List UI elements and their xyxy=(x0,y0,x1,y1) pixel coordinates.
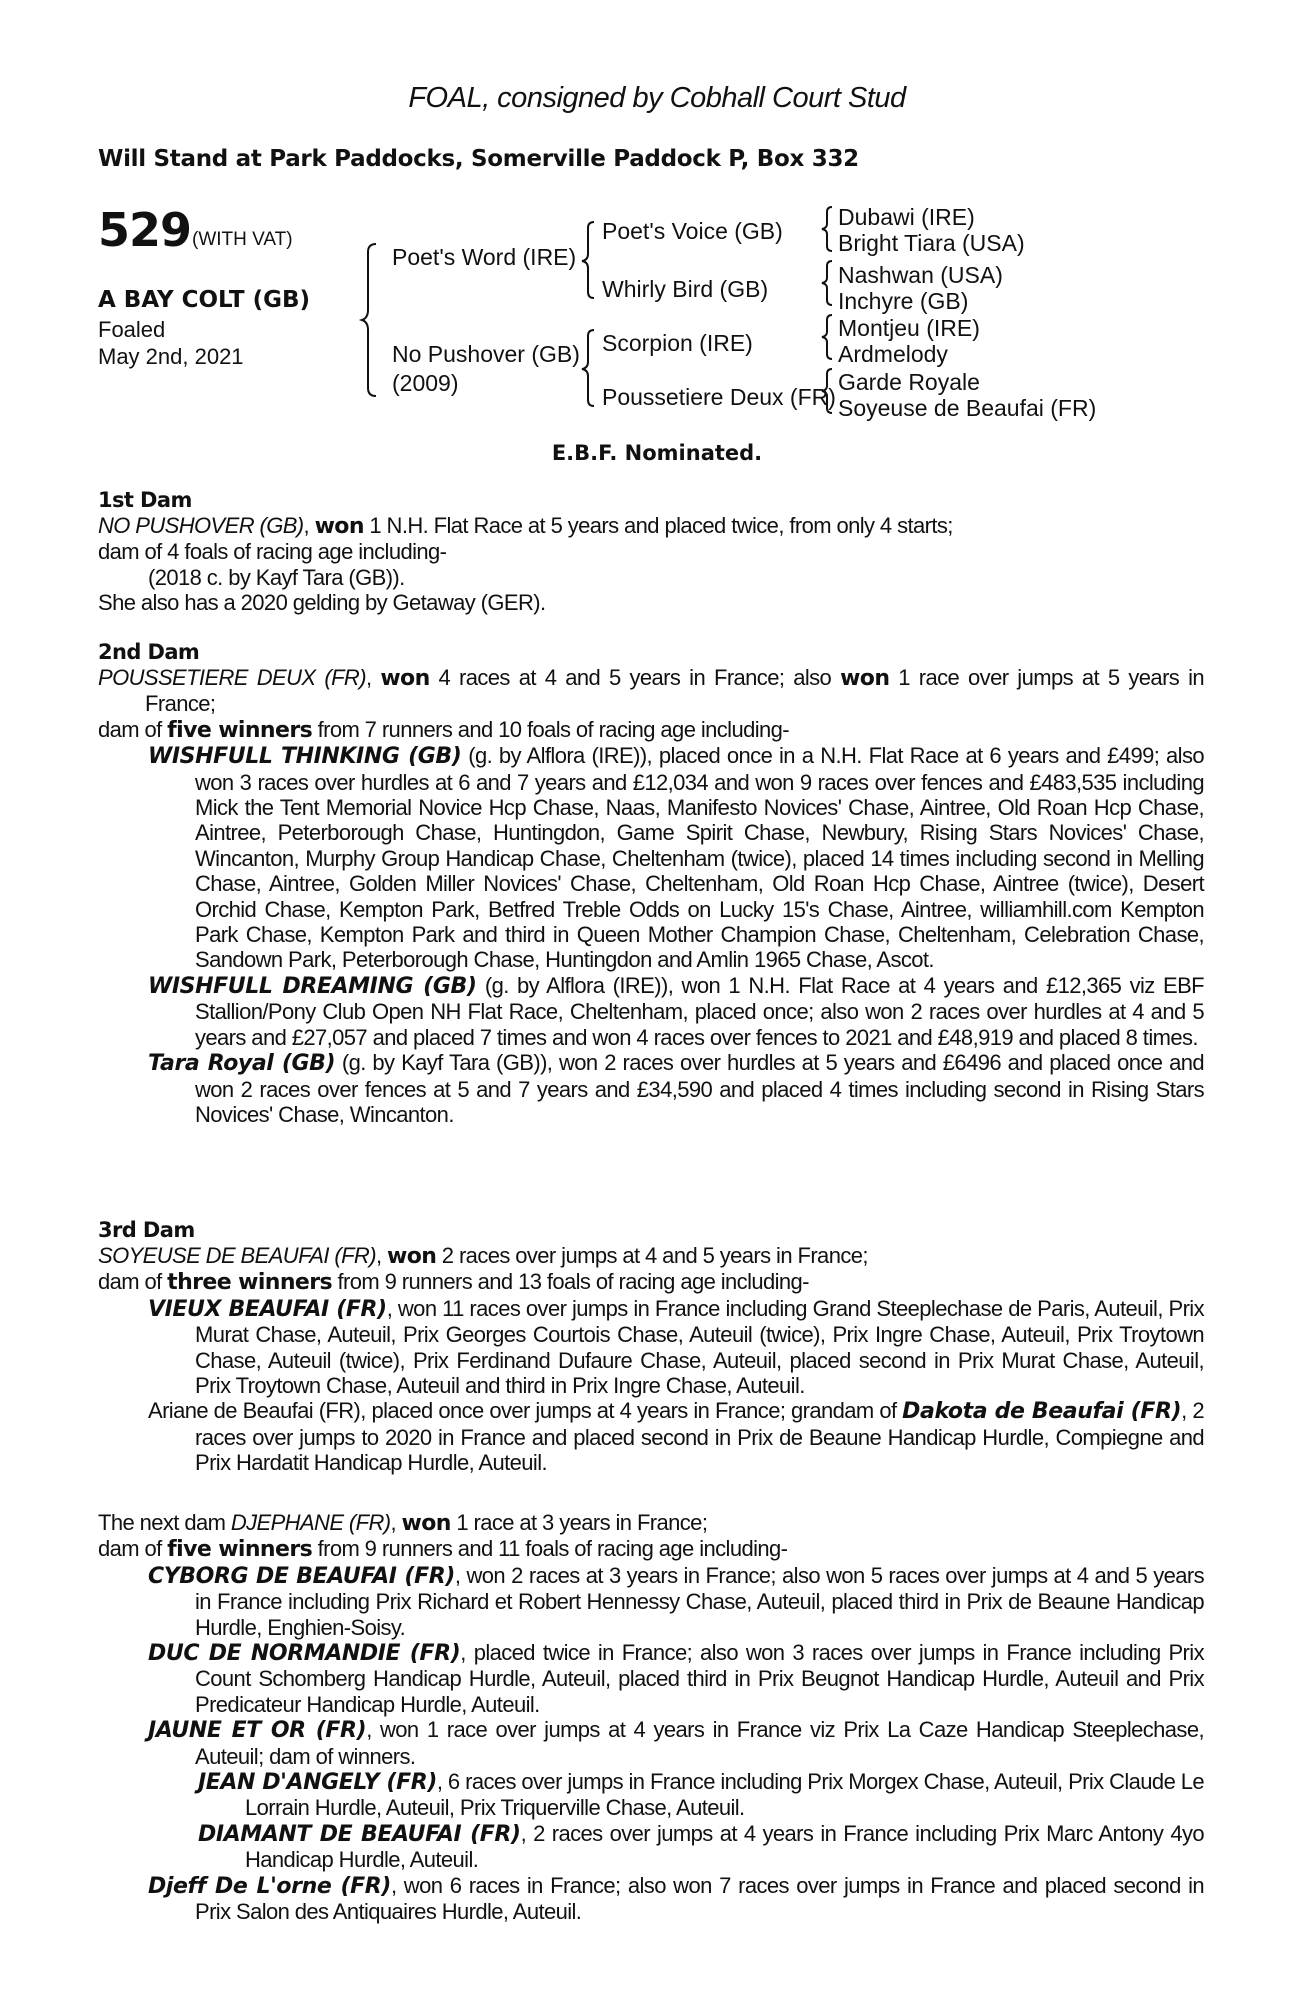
gen3-name: Garde Royale xyxy=(838,369,980,395)
foal-entry: (2018 c. by Kayf Tara (GB)). xyxy=(148,564,405,590)
dam-of-label: dam of xyxy=(98,716,168,742)
next-dam-section xyxy=(98,1510,1204,1925)
pedigree-brace-dam xyxy=(580,326,600,410)
sire-dam-name: Whirly Bird (GB) xyxy=(602,276,769,302)
winners-count: five winners xyxy=(167,717,313,743)
progeny-name: Tara Royal (GB) xyxy=(148,1051,336,1077)
gen3-name: Ardmelody xyxy=(838,341,948,367)
section-heading: 3rd Dam xyxy=(98,1218,195,1242)
pedigree-brace-g3-1 xyxy=(820,204,836,254)
progeny-record: (g. by Kayf Tara (GB)), won 2 races over hurdles at 5 years and £6496 and placed once and won 2 races over fences at 5 and 7 years and £34,590 and placed 4 times including second in Rising Stars Novices' Chase, Wincanton. xyxy=(195,1050,1204,1127)
gen3-name: Soyeuse de Beaufai (FR) xyxy=(838,395,1097,421)
progeny-record: , won 6 races in France; also won 7 races over jumps in France and placed second in Prix Salon des Antiquaires Hurdle, Auteuil. xyxy=(195,1872,1204,1925)
sire-name: Poet's Word (IRE) xyxy=(392,244,577,270)
progeny-record: , won 1 race over jumps at 4 years in France viz Prix La Caze Handicap Steeplechase, Auteuil; dam of winners. xyxy=(195,1717,1204,1769)
dam-line: The next dam DJEPHANE (FR), won 1 race at 3 years in France; xyxy=(98,1510,708,1536)
dam-record: 1 race at 3 years in France; xyxy=(450,1510,708,1535)
progeny-name: VIEUX BEAUFAI (FR) xyxy=(148,1296,387,1322)
progeny-name: WISHFULL DREAMING (GB) xyxy=(148,973,477,999)
grandprogeny-record: , 2 races over jumps at 4 years in France including Prix Marc Antony 4yo Handicap Hurdle, Auteuil. xyxy=(245,1820,1204,1873)
progeny-name: JAUNE ET OR (FR) xyxy=(148,1718,367,1744)
pedigree-brace-sire xyxy=(580,218,600,302)
gen3-name: Montjeu (IRE) xyxy=(838,315,980,341)
grandprogeny-name: JEAN D'ANGELY (FR) xyxy=(198,1770,437,1796)
dam-of-rest: from 9 runners and 11 foals of racing age including- xyxy=(312,1536,788,1562)
won-label: won xyxy=(314,514,364,539)
second-dam-section xyxy=(98,640,1204,1127)
progeny-name: Djeff De L'orne (FR) xyxy=(148,1873,391,1899)
ebf-nominated: E.B.F. Nominated. xyxy=(551,441,763,465)
gen3-name: Inchyre (GB) xyxy=(838,288,969,314)
progeny-record: , won 2 races at 3 years in France; also won 5 races over jumps at 4 and 5 years in France including Prix Richard et Robert Hennessy Chase, Auteuil, placed third in Prix de Beaune Handicap Hurdle, Enghien-Soisy. xyxy=(195,1562,1204,1640)
dam-line: POUSSETIERE DEUX (FR), won 4 races at 4 and 5 years in France; also won 1 race over jumps at 5 years in France; xyxy=(98,665,1204,717)
progeny-entry xyxy=(148,1050,1204,1127)
dam-of-rest: from 7 runners and 10 foals of racing age including- xyxy=(312,716,790,742)
dam-of-rest: from 9 runners and 13 foals of racing age including- xyxy=(331,1269,809,1295)
stand-location: Will Stand at Park Paddocks, Somerville Paddock P, Box 332 xyxy=(98,146,859,172)
pedigree-brace-main xyxy=(360,240,380,400)
pedigree-brace-g3-2 xyxy=(820,258,836,308)
progeny-entry xyxy=(148,1563,1204,1640)
section-heading: 1st Dam xyxy=(98,488,192,512)
dam-of-line xyxy=(98,717,1204,743)
vat-label: (WITH VAT) xyxy=(192,229,293,250)
dam-dam-name: Poussetiere Deux (FR) xyxy=(602,384,836,410)
sire-sire-name: Poet's Voice (GB) xyxy=(602,218,783,244)
progeny-record: Ariane de Beaufai (FR), placed once over jumps at 4 years in France; grandam of xyxy=(148,1398,903,1424)
third-dam-section xyxy=(98,1218,1204,1476)
grandprogeny-entry xyxy=(198,1821,1204,1873)
progeny-record: , 2 races over jumps to 2020 in France and placed second in Prix de Beaune Handicap Hurdle, Compiegne and Prix Hardatit Handicap Hurdle, Auteuil. xyxy=(195,1398,1204,1476)
progeny-name: DUC DE NORMANDIE (FR) xyxy=(148,1641,461,1667)
progeny-entry xyxy=(148,1717,1204,1769)
progeny-name: WISHFULL THINKING (GB) xyxy=(148,744,462,770)
first-dam-section xyxy=(98,488,1204,616)
pedigree-brace-g3-3 xyxy=(820,312,836,362)
won-label: won xyxy=(380,666,430,691)
grandprogeny-entry xyxy=(198,1769,1204,1821)
won-label: won xyxy=(840,666,890,691)
dam-line: NO PUSHOVER (GB), won 1 N.H. Flat Race at 5 years and placed twice, from only 4 starts; xyxy=(98,513,953,539)
gen3-name: Nashwan (USA) xyxy=(838,262,1003,288)
foaled-label: Foaled xyxy=(98,317,166,342)
progeny-entry xyxy=(148,1398,1204,1475)
progeny-record: (g. by Alflora (IRE)), placed once in a N.H. Flat Race at 6 years and £499; also won 3 races over hurdles at 6 and 7 years and £12,034 and won 9 races over fences and £483,535 including Mick the Tent Memorial Novice Hcp Chase, Naas, Manifesto Novices' Chase, Aintree, Old Roan Hcp Chase, Aintree, Peterborough Chase, Huntingdon, Game Spirit Chase, Newbury, Rising Stars Novices' Chase, Wincanton, Murphy Group Handicap Chase, Cheltenham (twice), placed 14 times including second in Melling Chase, Aintree, Golden Miller Novices' Chase, Cheltenham, Old Roan Hcp Chase, Aintree (twice), Desert Orchid Chase, Kempton Park, Betfred Treble Odds on Lucky 15's Chase, Aintree, williamhill.com Kempton Park Chase, Kempton Park and third in Queen Mother Champion Chase, Cheltenham, Celebration Chase, Sandown Park, Peterborough Chase, Huntingdon and Amlin 1965 Chase, Ascot. xyxy=(195,743,1204,973)
won-label: won xyxy=(386,1244,437,1269)
consignment-title: FOAL, consigned by Cobhall Court Stud xyxy=(408,82,906,114)
progeny-entry xyxy=(148,1873,1204,1925)
dam-record: 1 race over jumps at 5 years in France; xyxy=(145,665,1204,717)
progeny-entry xyxy=(148,743,1204,973)
foaled-date: May 2nd, 2021 xyxy=(98,344,244,369)
winners-count: three winners xyxy=(167,1270,332,1296)
progeny-entry xyxy=(148,973,1204,1050)
gen3-name: Dubawi (IRE) xyxy=(838,204,975,230)
dam-of-label: dam of xyxy=(98,1536,168,1562)
progeny-record: (g. by Alflora (IRE)), won 1 N.H. Flat Race at 4 years and £12,365 viz EBF Stallion/Pony Club Open NH Flat Race, Cheltenham, placed once; also won 2 races over hurdles at 4 and 5 years and £27,057 and placed 7 times and won 4 races over fences to 2021 and £48,919 and placed 8 times. xyxy=(195,972,1204,1050)
progeny-entry xyxy=(148,1296,1204,1399)
dam-of-line xyxy=(98,1536,1204,1562)
grandprogeny-name: Dakota de Beaufai (FR) xyxy=(902,1399,1182,1425)
dam-of-label: dam of xyxy=(98,1269,168,1295)
progeny-entry xyxy=(148,1640,1204,1717)
winners-count: five winners xyxy=(167,1537,313,1563)
next-dam-intro: The next dam xyxy=(98,1510,231,1535)
dam-record: 4 races at 4 and 5 years in France; also xyxy=(429,665,841,690)
dam-of-line xyxy=(98,1269,1204,1295)
dam-of-line: dam of 4 foals of racing age including- xyxy=(98,539,447,565)
lot-number: 529 xyxy=(98,203,192,257)
dam-name: DJEPHANE (FR) xyxy=(230,1510,391,1535)
dam-name: SOYEUSE DE BEAUFAI (FR) xyxy=(98,1243,376,1268)
dam-name: No Pushover (GB) xyxy=(392,341,580,367)
dam-year: (2009) xyxy=(392,370,459,396)
lot-description: A BAY COLT (GB) xyxy=(98,287,311,313)
section-heading: 2nd Dam xyxy=(98,640,200,664)
foal-note: She also has a 2020 gelding by Getaway (GER). xyxy=(98,590,546,616)
dam-record: 1 N.H. Flat Race at 5 years and placed twice, from only 4 starts; xyxy=(363,513,953,538)
dam-line: SOYEUSE DE BEAUFAI (FR), won 2 races over jumps at 4 and 5 years in France; xyxy=(98,1243,868,1269)
gen3-name: Bright Tiara (USA) xyxy=(838,230,1025,256)
grandprogeny-record: , 6 races over jumps in France including Prix Morgex Chase, Auteuil, Prix Claude Le Lorrain Hurdle, Auteuil, Prix Triquerville Chase, Auteuil. xyxy=(245,1769,1204,1821)
foaled-info xyxy=(98,316,244,370)
dam-sire-name: Scorpion (IRE) xyxy=(602,330,753,356)
progeny-name: CYBORG DE BEAUFAI (FR) xyxy=(148,1563,455,1589)
dam-record: 2 races over jumps at 4 and 5 years in France; xyxy=(436,1243,868,1268)
dam-name: NO PUSHOVER (GB) xyxy=(98,513,304,538)
dam-name: POUSSETIERE DEUX (FR) xyxy=(98,665,366,690)
progeny-record: , won 11 races over jumps in France including Grand Steeplechase de Paris, Auteuil, Prix Murat Chase, Auteuil, Prix Georges Courtois Chase, Auteuil (twice), Prix Ingre Chase, Auteuil, Prix Troytown Chase, Auteuil (twice), Prix Ferdinand Dufaure Chase, Auteuil, placed second in Prix Murat Chase, Auteuil, Prix Troytown Chase, Auteuil and third in Prix Ingre Chase, Auteuil. xyxy=(195,1295,1204,1399)
won-label: won xyxy=(401,1511,451,1536)
progeny-record: , placed twice in France; also won 3 races over jumps in France including Prix Count Schomberg Handicap Hurdle, Auteuil, placed third in Prix Beugnot Handicap Hurdle, Auteuil and Prix Predicateur Handicap Hurdle, Auteuil. xyxy=(195,1640,1204,1717)
grandprogeny-name: DIAMANT DE BEAUFAI (FR) xyxy=(198,1821,521,1847)
